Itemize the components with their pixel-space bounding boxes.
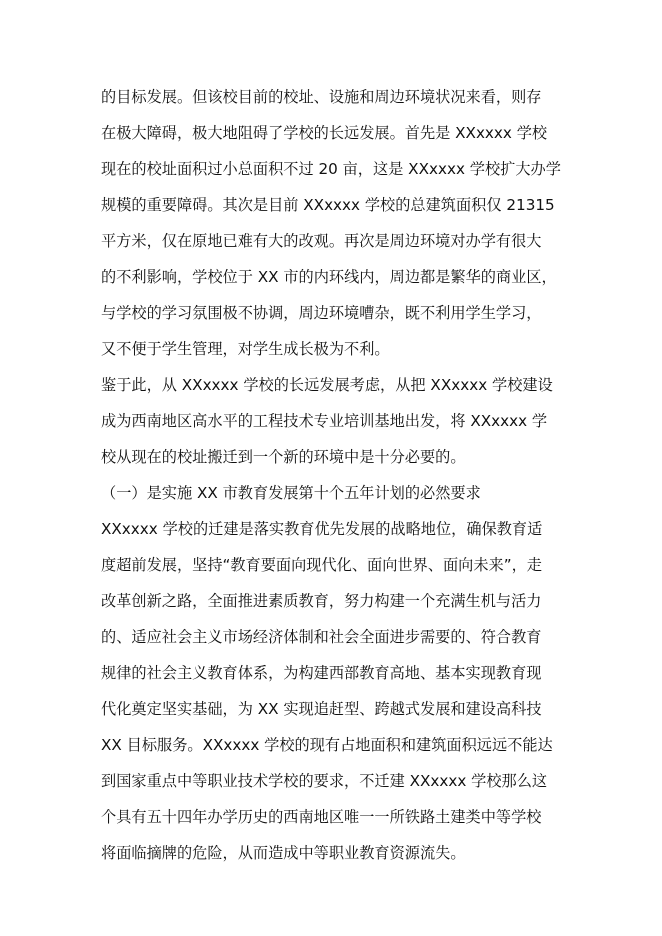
text-line: XX 目标服务。XXxxxx 学校的现有占地面积和建筑面积远远不能达 xyxy=(101,736,553,754)
text-line: 改革创新之路，全面推进素质教育，努力构建一个充满生机与活力 xyxy=(101,592,542,610)
text-line: 个具有五十四年办学历史的西南地区唯一一所铁路土建类中等学校 xyxy=(101,808,542,826)
text-line: 将面临摘牌的危险，从而造成中等职业教育资源流失。 xyxy=(101,844,466,862)
text-line: XXxxxx 学校的迁建是落实教育优先发展的战略地位，确保教育适 xyxy=(101,520,543,538)
text-line: 度超前发展，坚持“教育要面向现代化、面向世界、面向未来”，走 xyxy=(101,556,542,574)
text-line: 现在的校址面积过小总面积不过 20 亩，这是 XXxxxx 学校扩大办学 xyxy=(101,160,561,178)
text-line: 与学校的学习氛围极不协调，周边环境嘈杂，既不利用学生学习， xyxy=(101,304,542,322)
section-heading: （一）是实施 XX 市教育发展第十个五年计划的必然要求 xyxy=(101,484,481,502)
text-line: 又不便于学生管理，对学生成长极为不利。 xyxy=(101,340,390,358)
text-line: 的目标发展。但该校目前的校址、设施和周边环境状况来看，则存 xyxy=(101,88,542,106)
text-line: 校从现在的校址搬迁到一个新的环境中是十分必要的。 xyxy=(101,448,466,466)
text-line: 在极大障碍，极大地阻碍了学校的长远发展。首先是 XXxxxx 学校 xyxy=(101,124,548,142)
text-line: 规律的社会主义教育体系，为构建西部教育高地、基本实现教育现 xyxy=(101,664,542,682)
text-line: 的不利影响，学校位于 XX 市的内环线内，周边都是繁华的商业区， xyxy=(101,268,557,286)
text-line: 鉴于此，从 XXxxxx 学校的长远发展考虑，从把 XXxxxx 学校建设 xyxy=(101,376,553,394)
text-line: 平方米，仅在原地已难有大的改观。再次是周边环境对办学有很大 xyxy=(101,232,542,250)
text-line: 规模的重要障碍。其次是目前 XXxxxx 学校的总建筑面积仅 21315 xyxy=(101,196,555,214)
text-line: 成为西南地区高水平的工程技术专业培训基地出发，将 XXxxxx 学 xyxy=(101,412,548,430)
text-line: 代化奠定坚实基础，为 XX 实现追赶型、跨越式发展和建设高科技 xyxy=(101,700,542,718)
text-line: 的、适应社会主义市场经济体制和社会全面进步需要的、符合教育 xyxy=(101,628,542,646)
text-line: 到国家重点中等职业技术学校的要求，不迁建 XXxxxx 学校那么这 xyxy=(101,772,548,790)
